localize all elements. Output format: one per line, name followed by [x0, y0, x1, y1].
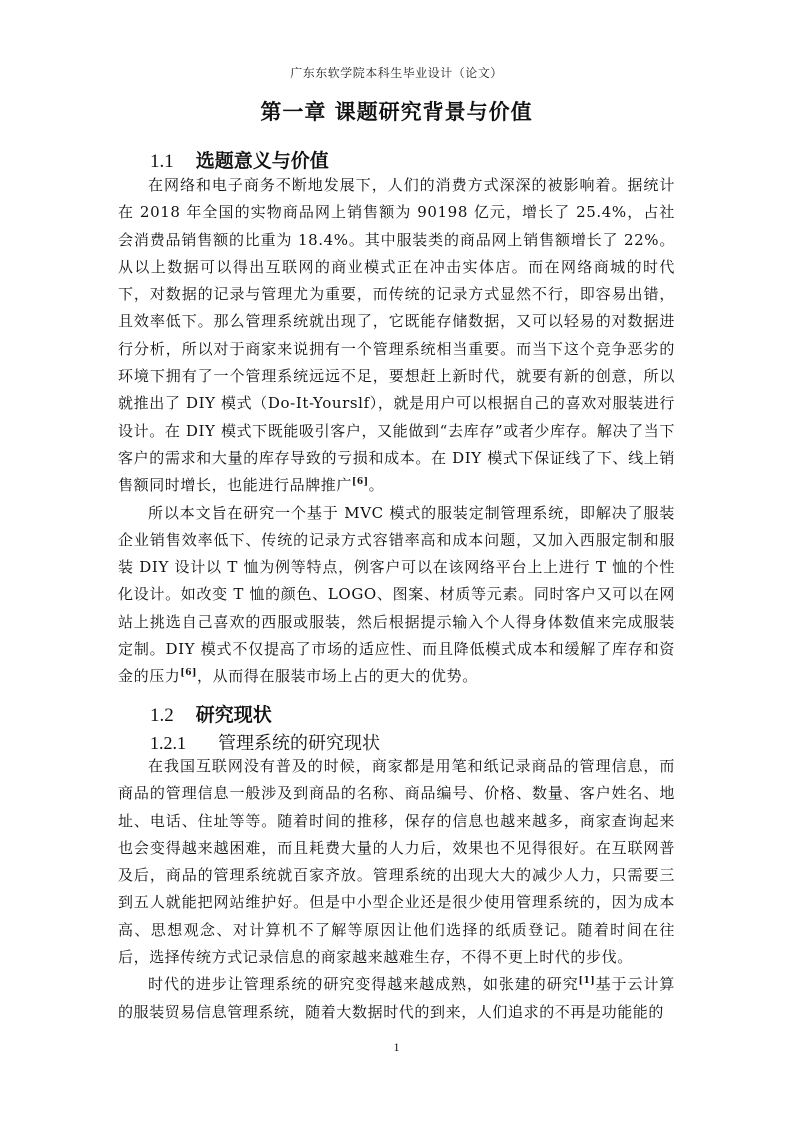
- section-title: 选题意义与价值: [195, 150, 329, 172]
- paragraph-text: 所以本文旨在研究一个基于 MVC 模式的服装定制管理系统，即解决了服装企业销售效率低下、传统的记录方式容错率高和成本问题，又加入西服定制和服装 DIY 设计以 T 恤为例等特点，例客户可以在该网络平台上上进行 T 恤的个性化设计。如改变 T 恤的颜色、LOGO、图案、材质等元素。同时客户又可以在网站上挑选自己喜欢的西服或服装，然后根据提示输入个人得身体数值来完成服装定制。DIY 模式不仅提高了市场的适应性、而且降低模式成本和缓解了库存和资金的压力: [118, 503, 675, 686]
- page-number: 1: [393, 1040, 400, 1054]
- paragraph-text: 时代的进步让管理系统的研究变得越来越成熟，如张建的研究: [148, 975, 579, 994]
- section-1-1-body: [118, 172, 675, 691]
- section-heading-1-1: [150, 146, 329, 173]
- running-header: 广东东软学院本科生毕业设计（论文）: [290, 66, 503, 80]
- citation: [6]: [352, 477, 369, 488]
- section-1-2-1-body: [118, 753, 675, 1026]
- citation: [6]: [180, 668, 197, 679]
- section-title: 研究现状: [195, 704, 272, 726]
- chapter-title: 第一章 课题研究背景与价值: [260, 100, 533, 124]
- subsection-title: 管理系统的研究现状: [218, 733, 380, 754]
- paragraph-text-end: 。: [368, 476, 385, 495]
- paragraph-text: 在网络和电子商务不断地发展下，人们的消费方式深深的被影响着。据统计在 2018 年全国的实物商品网上销售额为 90198 亿元，增长了 25.4%，占社会消费品销售额的比重为 18.4%。其中服装类的商品网上销售额增长了 22%。从以上数据可以得出互联网的商业模式正在冲击实体店。而在网络商城的时代下，对数据的记录与管理尤为重要，而传统的记录方式显然不行，即容易出错，且效率低下。那么管理系统就出现了，它既能存储数据，又可以轻易的对数据进行分析，所以对于商家来说拥有一个管理系统相当重要。而当下这个竞争恶劣的环境下拥有了一个管理系统远远不足，要想赶上新时代，就要有新的创意，所以就推出了 DIY 模式（Do-It-Yourslf），就是用户可以根据自己的喜欢对服装进行设计。在 DIY 模式下既能吸引客户，又能做到“去库存”或者少库存。解决了当下客户的需求和大量的库存导致的亏损和成本。在 DIY 模式下保证线了下、线上销售额同时增长，也能进行品牌推广: [118, 176, 675, 495]
- paragraph: 在我国互联网没有普及的时候，商家都是用笔和纸记录商品的管理信息，而商品的管理信息一般涉及到商品的名称、商品编号、价格、数量、客户姓名、地址、电话、住址等等。随着时间的推移，保存的信息也越来越多，商家查询起来也会变得越来越困难，而且耗费大量的人力后，效果也不见得很好。在互联网普及后，商品的管理系统就百家齐放。管理系统的出现大大的减少人力，只需要三到五人就能把网站维护好。但是中小型企业还是很少使用管理系统的，因为成本高、思想观念、对计算机不了解等原因让他们选择的纸质登记。随着时间在往后，选择传统方式记录信息的商家越来越难生存，不得不更上时代的步伐。: [118, 757, 675, 967]
- subsection-number: 1.2.1: [150, 733, 186, 753]
- section-number: 1.1: [150, 151, 174, 172]
- paragraph: [118, 500, 675, 691]
- paragraph: [118, 172, 675, 500]
- paragraph-text-end: 基于云计算的服装贸易信息管理系统，随着大数据时代的到来，人们追求的不再是功能能的: [118, 975, 675, 1021]
- paragraph-text-end: ，从而得在服装市场上占的更大的优势。: [197, 667, 478, 686]
- subsection-heading-1-2-1: [150, 729, 380, 755]
- paragraph: [118, 971, 675, 1026]
- section-heading-1-2: [150, 700, 272, 727]
- citation: [1]: [578, 976, 596, 987]
- section-number: 1.2: [150, 705, 174, 726]
